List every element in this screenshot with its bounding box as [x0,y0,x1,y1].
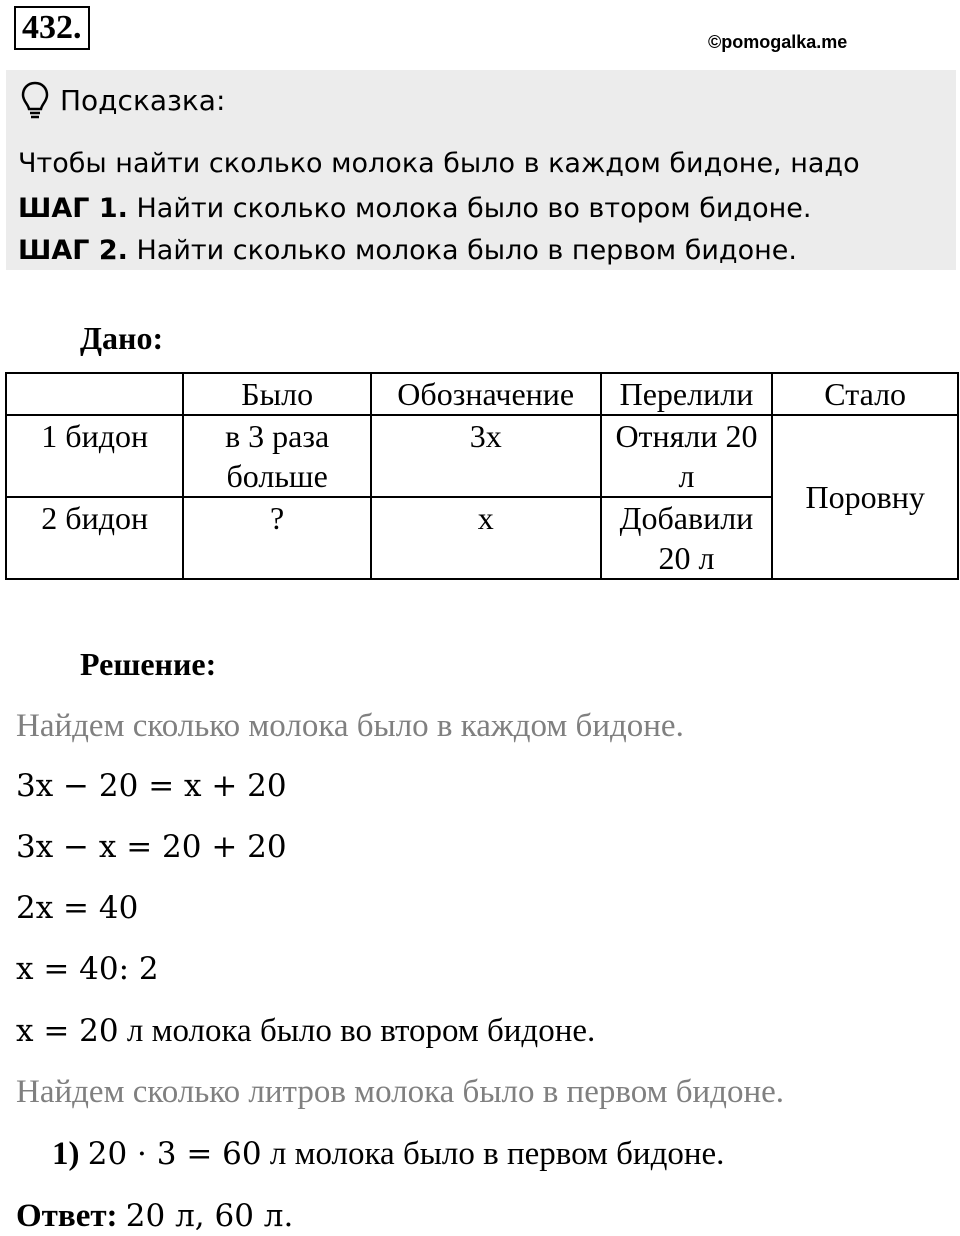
hint-step-2 [18,231,797,271]
table-cell: 3x [371,415,601,497]
given-table [5,372,959,580]
step-text: Найти сколько молока было во втором бидоне. [127,193,812,224]
table-header-cell: Стало [772,373,958,415]
solution-result-line [52,1134,724,1174]
table-cell: в 3 раза больше [183,415,370,497]
equation: x = 20 [16,1013,119,1049]
solution-step-text: Найдем сколько молока было в каждом бидоне. [16,708,684,744]
equation: 3x − 20 = x + 20 [16,768,287,804]
lightbulb-icon [20,80,50,120]
table-cell: 1 бидон [6,415,183,497]
table-cell: 2 бидон [6,497,183,579]
answer-line [16,1196,293,1236]
solution-title: Решение: [80,646,217,682]
solution-step-text: Найдем сколько литров молока было в первом бидоне. [16,1074,785,1110]
table-header-row [6,373,958,415]
result-text: л молока было во втором бидоне. [118,1013,596,1049]
table-header-cell: Обозначение [371,373,601,415]
solution-result-line [16,1011,595,1051]
hint-step-1 [18,189,811,229]
answer-value: 20 л, 60 л. [125,1198,294,1234]
watermark: ©pomogalka.me [708,32,848,52]
hint-title [20,78,225,122]
problem-number: 432. [14,6,90,50]
equation: 20 · 3 = 60 [87,1136,262,1172]
step-label: ШАГ 2. [18,235,128,266]
result-text: л молока было в первом бидоне. [261,1136,725,1172]
table-cell: ? [183,497,370,579]
step-text: Найти сколько молока было в первом бидоне. [127,235,797,266]
equation: x = 40: 2 [16,951,159,987]
step-label: ШАГ 1. [18,193,128,224]
hint-intro: Чтобы найти сколько молока было в каждом бидоне, надо [18,148,860,179]
step-number: 1) [52,1136,80,1172]
table-header-cell: Перелили [601,373,773,415]
answer-label: Ответ: [16,1198,118,1234]
given-title: Дано: [80,320,164,356]
table-row [6,415,958,497]
table-cell-became: Поровну [772,415,958,579]
equation: 3x − x = 20 + 20 [16,829,287,865]
table-cell: x [371,497,601,579]
table-header-cell: Было [183,373,370,415]
hint-title-text: Подсказка: [60,83,226,117]
equation: 2x = 40 [16,890,139,926]
table-cell: Отняли 20 л [601,415,773,497]
table-header-cell [6,373,183,415]
table-cell: Добавили 20 л [601,497,773,579]
